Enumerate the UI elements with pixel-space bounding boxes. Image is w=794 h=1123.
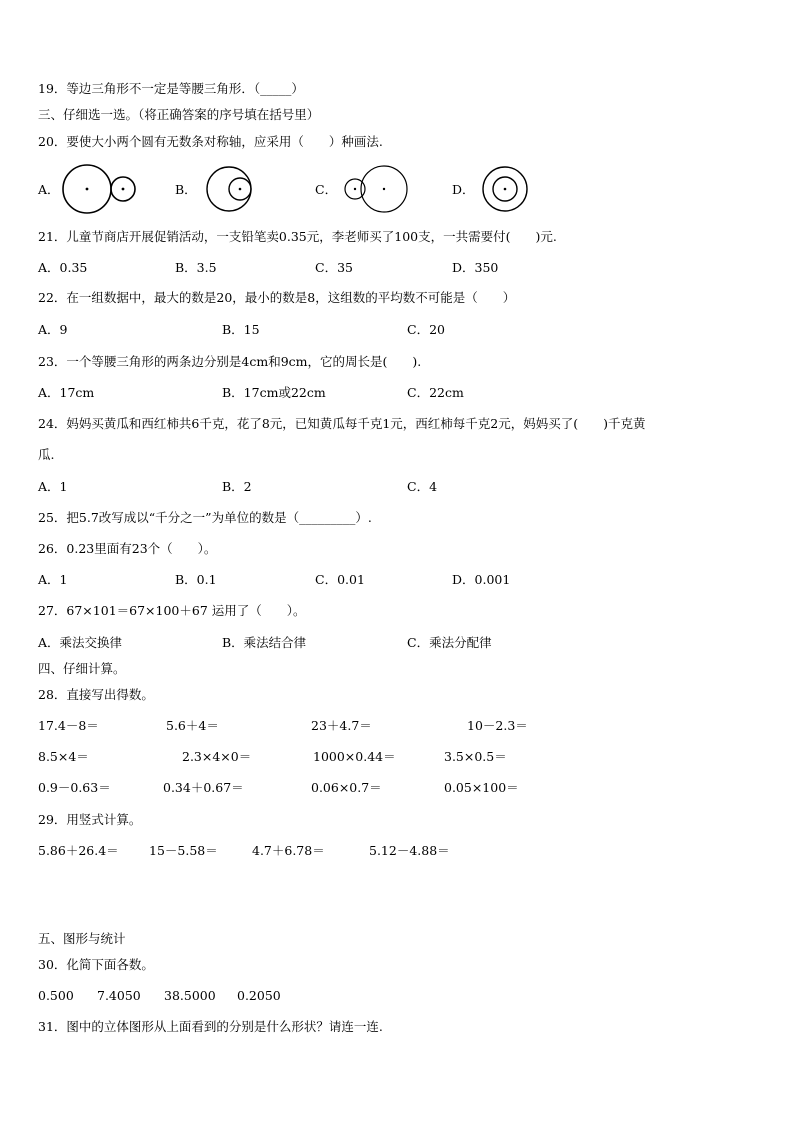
q28-item: 0.9－0.63＝ bbox=[38, 780, 111, 795]
q30-item: 38.5000 bbox=[164, 988, 216, 1003]
question-30: 30．化简下面各数。 bbox=[38, 957, 154, 972]
q20-option-a-label: A． bbox=[38, 182, 60, 197]
q26-option-a: A．1 bbox=[38, 572, 68, 587]
section-3-heading: 三、仔细选一选。（将正确答案的序号填在括号里） bbox=[38, 107, 320, 122]
q29-item: 5.86＋26.4＝ bbox=[38, 843, 119, 858]
q26-option-b: B．0.1 bbox=[175, 572, 217, 587]
q20-option-b-label: B． bbox=[175, 182, 197, 197]
q28-item: 17.4－8＝ bbox=[38, 718, 99, 733]
q27-option-b: B．乘法结合律 bbox=[222, 635, 307, 650]
q20-figure-a bbox=[63, 165, 135, 213]
q21-option-b: B．3.5 bbox=[175, 260, 217, 275]
question-20: 20．要使大小两个圆有无数条对称轴，应采用（ ）种画法. bbox=[38, 134, 383, 149]
q23-option-c: C．22cm bbox=[407, 385, 464, 400]
q28-item: 1000×0.44＝ bbox=[313, 749, 396, 764]
q28-item: 10－2.3＝ bbox=[467, 718, 528, 733]
q20-figure-c bbox=[345, 166, 407, 212]
q28-item: 0.05×100＝ bbox=[444, 780, 519, 795]
section-4-heading: 四、仔细计算。 bbox=[38, 661, 126, 676]
q20-option-c-label: C． bbox=[315, 182, 338, 197]
q22-option-a: A．9 bbox=[38, 322, 68, 337]
q29-item: 4.7＋6.78＝ bbox=[252, 843, 325, 858]
q21-option-d: D．350 bbox=[452, 260, 499, 275]
q28-item: 0.34＋0.67＝ bbox=[163, 780, 244, 795]
q29-item: 15－5.58＝ bbox=[149, 843, 218, 858]
q28-item: 3.5×0.5＝ bbox=[444, 749, 507, 764]
q29-item: 5.12－4.88＝ bbox=[369, 843, 450, 858]
q21-option-c: C．35 bbox=[315, 260, 353, 275]
q23-option-b: B．17cm或22cm bbox=[222, 385, 326, 400]
question-26: 26．0.23里面有23个（ ）。 bbox=[38, 541, 217, 556]
question-21: 21．儿童节商店开展促销活动，一支铅笔卖0.35元，李老师买了100支，一共需要付( )元. bbox=[38, 229, 557, 244]
q30-item: 0.2050 bbox=[237, 988, 281, 1003]
q28-item: 5.6＋4＝ bbox=[166, 718, 219, 733]
q28-item: 2.3×4×0＝ bbox=[182, 749, 252, 764]
q26-option-d: D．0.001 bbox=[452, 572, 511, 587]
q24-option-a: A．1 bbox=[38, 479, 68, 494]
q24-option-b: B．2 bbox=[222, 479, 252, 494]
question-28: 28．直接写出得数。 bbox=[38, 687, 154, 702]
q27-option-c: C．乘法分配律 bbox=[407, 635, 492, 650]
question-31: 31．图中的立体图形从上面看到的分别是什么形状？请连一连. bbox=[38, 1019, 383, 1034]
question-29: 29．用竖式计算。 bbox=[38, 812, 142, 827]
q27-option-a: A．乘法交换律 bbox=[38, 635, 123, 650]
q20-circle-figures bbox=[0, 0, 794, 260]
q23-option-a: A．17cm bbox=[38, 385, 95, 400]
q20-option-d-label: D． bbox=[452, 182, 475, 197]
q20-figure-d bbox=[483, 167, 527, 211]
q30-item: 0.500 bbox=[38, 988, 74, 1003]
section-5-heading: 五、图形与统计 bbox=[38, 931, 126, 946]
question-22: 22．在一组数据中，最大的数是20，最小的数是8，这组数的平均数不可能是（ ） bbox=[38, 290, 516, 305]
question-24: 24．妈妈买黄瓜和西红柿共6千克，花了8元，已知黄瓜每千克1元，西红柿每千克2元，妈妈买了( )千克黄 bbox=[38, 416, 646, 431]
q28-item: 23＋4.7＝ bbox=[311, 718, 372, 733]
q30-item: 7.4050 bbox=[97, 988, 141, 1003]
q26-option-c: C．0.01 bbox=[315, 572, 365, 587]
q28-item: 8.5×4＝ bbox=[38, 749, 89, 764]
q24-option-c: C．4 bbox=[407, 479, 438, 494]
question-27: 27．67×101＝67×100＋67 运用了（ ）。 bbox=[38, 603, 306, 618]
question-23: 23．一个等腰三角形的两条边分别是4cm和9cm，它的周长是( ). bbox=[38, 354, 422, 369]
question-19: 19．等边三角形不一定是等腰三角形．（_____） bbox=[38, 81, 304, 96]
q22-option-b: B．15 bbox=[222, 322, 260, 337]
q22-option-c: C．20 bbox=[407, 322, 445, 337]
q21-option-a: A．0.35 bbox=[38, 260, 88, 275]
q20-figure-b bbox=[207, 167, 251, 211]
question-25: 25．把5.7改写成以“千分之一”为单位的数是（_________）. bbox=[38, 510, 372, 525]
question-24-continued: 瓜. bbox=[38, 447, 55, 462]
q28-item: 0.06×0.7＝ bbox=[311, 780, 382, 795]
